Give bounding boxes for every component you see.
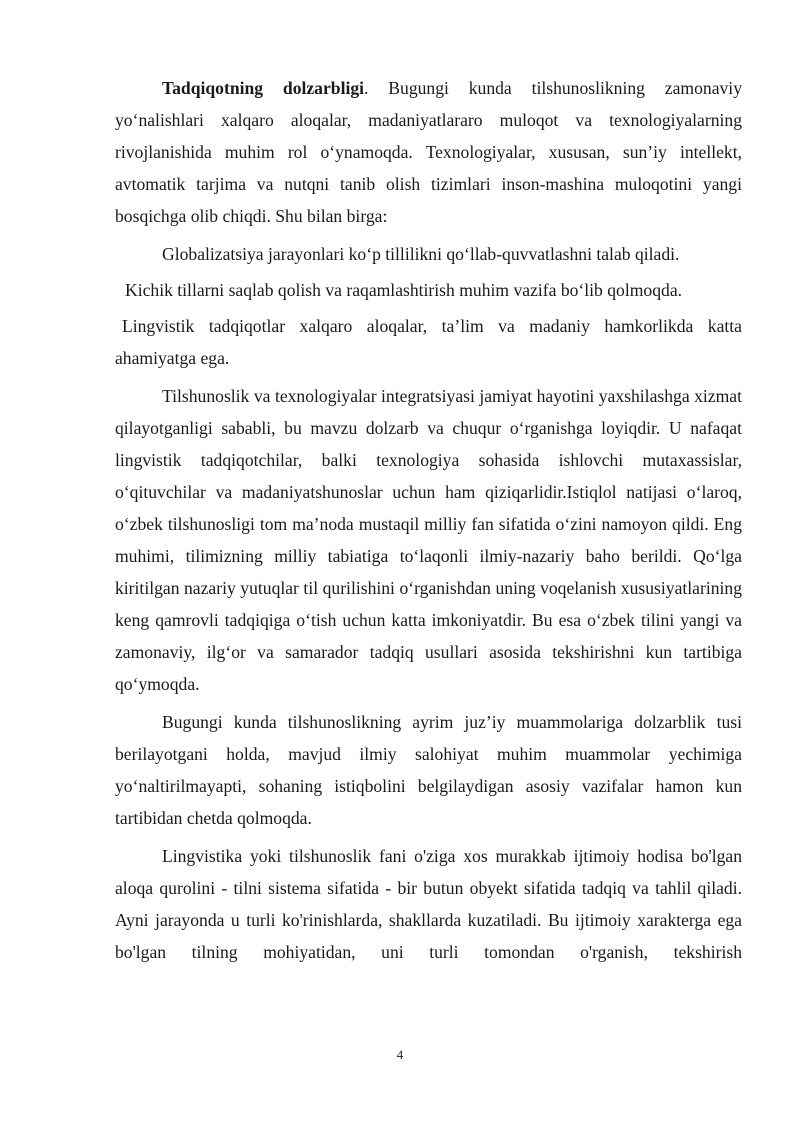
paragraph-current-problems: Bugungi kunda tilshunoslikning ayrim juz’iy muammolariga dolzarblik tusi berilayotgani holda, mavjud ilmiy salohiyat muhim muammolar yechimiga yo‘naltirilmayapti, sohaning istiqbolini belgilaydigan asosiy vazifalar hamon kun tartibidan chetda qolmoqda. — [115, 712, 742, 828]
paragraph-globalization: Globalizatsiya jarayonlari ko‘p tillilikni qo‘llab-quvvatlashni talab qiladi. — [162, 244, 680, 264]
page-number: 4 — [396, 1047, 404, 1062]
paragraph-text: . Bugungi kunda tilshunoslikning zamonaviy yo‘nalishlari xalqaro aloqalar, madaniyatlararo muloqot va texnologiyalarning rivojlanishida muhim rol o‘ynamoqda. Texnologiyalar, xususan, sun’iy intellekt, avtomatik tarjima va nutqni tanib olish tizimlari inson-mashina muloqotini yangi bosqichga olib chiqdi. Shu bilan birga: — [115, 78, 742, 226]
paragraph-linguistics-definition: Lingvistika yoki tilshunoslik fani o'ziga xos murakkab ijtimoiy hodisa bo'lgan aloqa qurolini - tilni sistema sifatida - bir butun obyekt sifatida tadqiq va tahlil qiladi. Ayni jarayonda u turli ko'rinishlarda, shakllarda kuzatiladi. Bu ijtimoiy xarakterga ega bo'lgan tilning mohiyatidan, uni turli tomondan o'rganish, tekshirish — [115, 846, 742, 962]
paragraph-integration: Tilshunoslik va texnologiyalar integratsiyasi jamiyat hayotini yaxshilashga xizmat qilayotganligi sababli, bu mavzu dolzarb va chuqur o‘rganishga loyiqdir. U nafaqat lingvistik tadqiqotchilar, balki texnologiya sohasida ishlovchi mutaxassislar, o‘qituvchilar va madaniyatshunoslar uchun ham qiziqarlidir.Istiqlol natijasi o‘laroq, o‘zbek tilshunosligi tom ma’noda mustaqil milliy fan sifatida o‘zini namoyon qildi. Eng muhimi, tilimizning milliy tabiatiga to‘laqonli ilmiy-nazariy baho berildi. Qo‘lga kiritilgan nazariy yutuqlar til qurilishini o‘rganishdan uning voqelanish xususiyatlarining keng qamrovli tadqiqiga o‘tish uchun katta imkoniyatdir. Bu esa o‘zbek tilini yangi va zamonaviy, ilg‘or va samarador tadqiq usullari asosida tekshirishni kun tartibiga qo‘ymoqda. — [115, 386, 742, 694]
section-lead-heading: Tadqiqotning dolzarbligi — [162, 78, 365, 98]
paragraph-linguistic-research: Lingvistik tadqiqotlar xalqaro aloqalar, ta’lim va madaniy hamkorlikda katta ahamiyatga ega. — [115, 316, 742, 368]
paragraph-relevance — [115, 72, 742, 232]
paragraph-small-languages: Kichik tillarni saqlab qolish va raqamlashtirish muhim vazifa bo‘lib qolmoqda. — [125, 280, 683, 300]
body-text — [115, 72, 742, 968]
